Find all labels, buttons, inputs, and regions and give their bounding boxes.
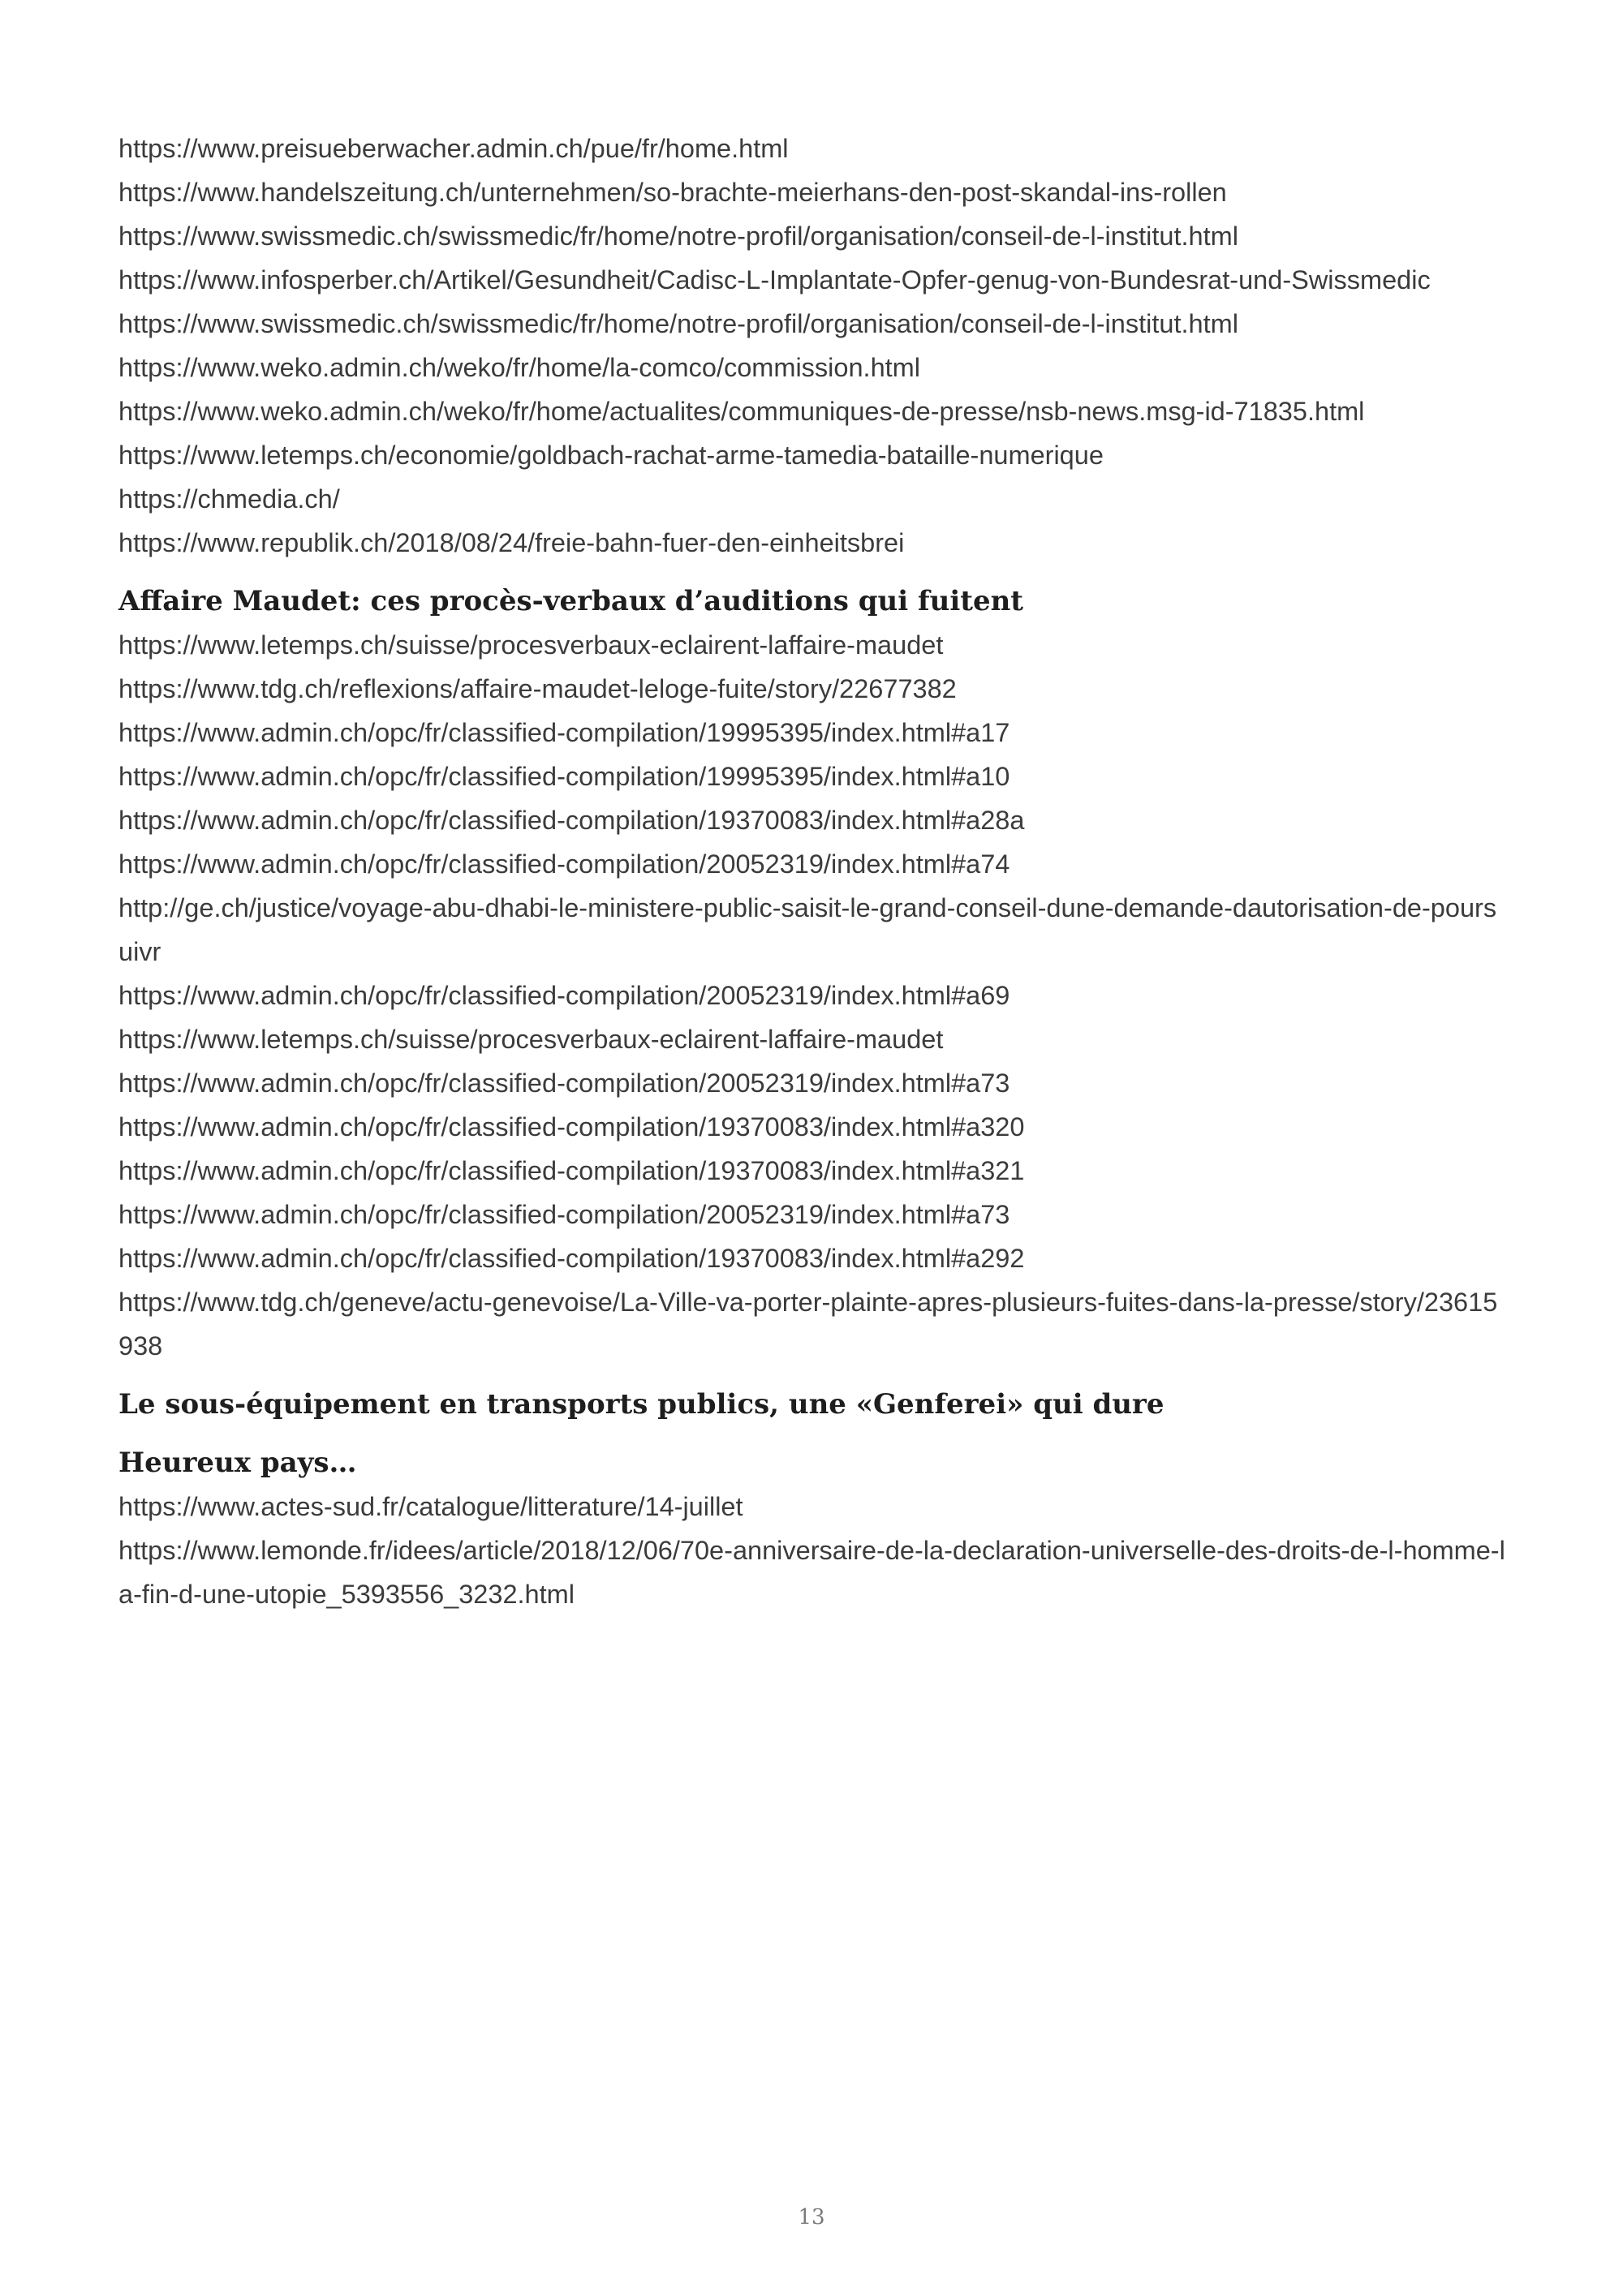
section-heading-transports: Le sous-équipement en transports publics, une «Genferei» qui dure [118, 1388, 1165, 1421]
section-maudet [118, 579, 1511, 1368]
link-url[interactable]: https://www.admin.ch/opc/fr/classified-compilation/20052319/index.html#a73 [118, 1068, 1010, 1098]
link-url[interactable]: https://www.admin.ch/opc/fr/classified-compilation/19370083/index.html#a321 [118, 1156, 1025, 1185]
link-url[interactable]: https://www.admin.ch/opc/fr/classified-compilation/19370083/index.html#a28a [118, 806, 1025, 835]
link-url[interactable]: https://www.letemps.ch/economie/goldbach-rachat-arme-tamedia-bataille-numerique [118, 441, 1104, 470]
link-url[interactable]: https://www.handelszeitung.ch/unternehmen/so-brachte-meierhans-den-post-skandal-ins-rollen [118, 178, 1227, 207]
link-url[interactable]: https://www.lemonde.fr/idees/article/2018/12/06/70e-anniversaire-de-la-declaration-universelle-des-droits-de-l-homme-la-fin-d-une-utopie_5393556_3232.html [118, 1536, 1505, 1609]
link-url[interactable]: https://www.admin.ch/opc/fr/classified-compilation/20052319/index.html#a74 [118, 849, 1010, 879]
link-url[interactable]: http://ge.ch/justice/voyage-abu-dhabi-le-ministere-public-saisit-le-grand-conseil-dune-demande-dautorisation-de-poursuivr [118, 893, 1497, 966]
link-url[interactable]: https://www.admin.ch/opc/fr/classified-compilation/19995395/index.html#a17 [118, 718, 1010, 747]
link-url[interactable]: https://www.swissmedic.ch/swissmedic/fr/home/notre-profil/organisation/conseil-de-l-institut.html [118, 221, 1238, 251]
section-heading-heureux: Heureux pays… [118, 1447, 357, 1479]
link-url[interactable]: https://www.republik.ch/2018/08/24/freie-bahn-fuer-den-einheitsbrei [118, 528, 905, 557]
link-url[interactable]: https://www.preisueberwacher.admin.ch/pue/fr/home.html [118, 134, 789, 163]
link-url[interactable]: https://www.weko.admin.ch/weko/fr/home/actualites/communiques-de-presse/nsb-news.msg-id-71835.html [118, 397, 1365, 426]
link-url[interactable]: https://www.admin.ch/opc/fr/classified-compilation/19995395/index.html#a10 [118, 762, 1010, 791]
section-transports [118, 1382, 1511, 1426]
page-content [118, 127, 1511, 1616]
section-heureux [118, 1441, 1511, 1616]
link-url[interactable]: https://www.admin.ch/opc/fr/classified-compilation/20052319/index.html#a69 [118, 981, 1010, 1010]
link-url[interactable]: https://www.weko.admin.ch/weko/fr/home/la-comco/commission.html [118, 353, 920, 382]
page-number: 13 [798, 2205, 825, 2229]
section-top-links [118, 127, 1511, 565]
link-url[interactable]: https://chmedia.ch/ [118, 484, 340, 514]
link-url[interactable]: https://www.infosperber.ch/Artikel/Gesundheit/Cadisc-L-Implantate-Opfer-genug-von-Bundesrat-und-Swissmedic [118, 265, 1431, 295]
link-url[interactable]: https://www.letemps.ch/suisse/procesverbaux-eclairent-laffaire-maudet [118, 1025, 944, 1054]
link-url[interactable]: https://www.tdg.ch/geneve/actu-genevoise/La-Ville-va-porter-plainte-apres-plusieurs-fuites-dans-la-presse/story/23615938 [118, 1288, 1498, 1361]
link-url[interactable]: https://www.swissmedic.ch/swissmedic/fr/home/notre-profil/organisation/conseil-de-l-institut.html [118, 309, 1238, 338]
section-heading-maudet: Affaire Maudet: ces procès-verbaux d’auditions qui fuitent [118, 585, 1024, 617]
link-url[interactable]: https://www.admin.ch/opc/fr/classified-compilation/19370083/index.html#a292 [118, 1244, 1025, 1273]
link-url[interactable]: https://www.admin.ch/opc/fr/classified-compilation/20052319/index.html#a73 [118, 1200, 1010, 1229]
link-url[interactable]: https://www.letemps.ch/suisse/procesverbaux-eclairent-laffaire-maudet [118, 630, 944, 660]
link-url[interactable]: https://www.admin.ch/opc/fr/classified-compilation/19370083/index.html#a320 [118, 1112, 1025, 1142]
link-url[interactable]: https://www.tdg.ch/reflexions/affaire-maudet-leloge-fuite/story/22677382 [118, 674, 957, 703]
link-url[interactable]: https://www.actes-sud.fr/catalogue/litterature/14-juillet [118, 1492, 743, 1521]
